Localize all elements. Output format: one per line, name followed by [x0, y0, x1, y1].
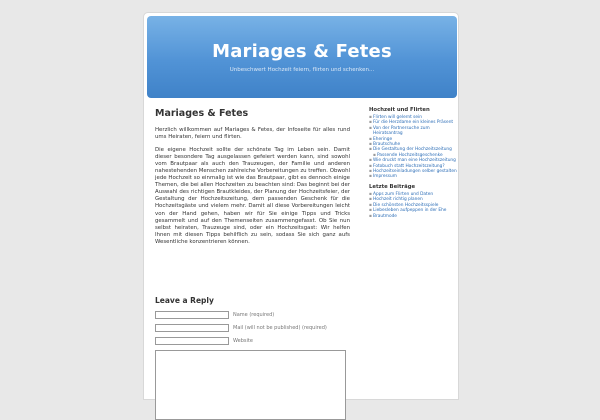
- bullet-icon: ▪: [369, 158, 372, 164]
- sidebar-link[interactable]: [369, 174, 459, 179]
- name-row: [155, 311, 350, 319]
- sidebar-link-label[interactable]: Hochzeit richtig planen: [373, 197, 423, 203]
- bullet-icon: ▪: [369, 142, 372, 148]
- comment-textarea[interactable]: [155, 350, 346, 420]
- bullet-icon: ▪: [373, 152, 376, 158]
- post-body: [155, 127, 350, 246]
- post-paragraph: Herzlich willkommen auf Mariages & Fetes, der Infoseite für alles rund ums Heiraten, feiern und flirten.: [155, 127, 350, 141]
- website-input[interactable]: [155, 337, 229, 345]
- comment-form: [155, 296, 350, 420]
- bullet-icon: ▪: [369, 136, 372, 142]
- main-content: [155, 108, 350, 252]
- mail-input[interactable]: [155, 324, 229, 332]
- sidebar-link-label[interactable]: Apps zum Flirten und Daten: [373, 191, 434, 197]
- reply-title: Leave a Reply: [155, 296, 214, 305]
- bullet-icon: ▪: [369, 147, 372, 153]
- sidebar-link-label[interactable]: Brautschuhe: [373, 142, 401, 148]
- bullet-icon: ▪: [369, 169, 372, 175]
- bullet-icon: ▪: [369, 213, 372, 219]
- website-label: Website: [233, 338, 253, 344]
- sidebar-link-label[interactable]: Liebesleben aufpeppen in der Ehe: [373, 208, 447, 214]
- sidebar-link-label[interactable]: Fotobuch statt Hochzeitszeitung?: [373, 163, 445, 169]
- bullet-icon: ▪: [369, 208, 372, 214]
- page-container: [143, 12, 459, 400]
- post-paragraph: Die eigene Hochzeit sollte der schönste Tag im Leben sein. Damit dieser besondere Tag ausgelassen gefeiert werden kann, sind sowohl vom Brautpaar als auch den Trauzeugen, der Familie und anderen nahestehenden Menschen zahlreiche Vorbereitungen zu treffen. Obwohl jede Hochzeit so einmalig ist wie das Brautpaar, gibt es dennoch einige Themen, die bei allen Hochzeiten zu beachten sind: Das beginnt bei der Auswahl des richtigen Brautkleides, der Planung der Hochzeitsfeier, der Gestaltung der Hochzeitszeitung, dem passenden Geschenk für die Hochzeitsgäste und vielem mehr. Damit all diese Vorbereitungen leicht von der Hand gehen, haben wir für Sie einige Tipps und Tricks gesammelt und auf den Themenseiten zusammengefasst. Ob Sie nun selbst heiraten, Trauzeuge sind, oder ein Hochzeitsgast: Wir helfen Ihnen mit diesen Tipps behilflich zu sein, sodass Sie sich ganz aufs Wesentliche konzentrieren können.: [155, 147, 350, 245]
- name-input[interactable]: [155, 311, 229, 319]
- sidebar-link-label[interactable]: Hochzeitseinladungen selber gestalten: [373, 169, 457, 175]
- bullet-icon: ▪: [369, 125, 372, 131]
- post-title: Mariages & Fetes: [155, 108, 249, 119]
- sidebar-link-label[interactable]: Flirten will gelernt sein: [373, 115, 422, 120]
- mail-label: Mail (will not be published) (required): [233, 325, 327, 331]
- sidebar-link-label[interactable]: Die Gestaltung der Hochzeitszeitung: [373, 147, 452, 153]
- sidebar-link[interactable]: [369, 214, 459, 219]
- sidebar-link-label[interactable]: Passende Hochzeitsgeschenke: [377, 152, 443, 158]
- sidebar-link-label[interactable]: Eheringe: [373, 136, 393, 142]
- bullet-icon: ▪: [369, 120, 372, 126]
- sidebar-link-label[interactable]: Brautmode: [373, 213, 397, 219]
- sidebar-title-hochzeit: Hochzeit und Flirten: [369, 107, 430, 113]
- bullet-icon: ▪: [369, 163, 372, 169]
- bullet-icon: ▪: [369, 191, 372, 197]
- name-label: Name (required): [233, 312, 275, 318]
- bullet-icon: ▪: [369, 115, 372, 120]
- site-description: Unbeschwert Hochzeit feiern, flirten und schenken...: [229, 67, 375, 73]
- sidebar-link[interactable]: [369, 126, 459, 137]
- sidebar-list-hochzeit: [369, 115, 459, 180]
- bullet-icon: ▪: [369, 197, 372, 203]
- sidebar-link-label[interactable]: Die schönsten Hochzeitsspiele: [373, 202, 439, 208]
- sidebar-link-label[interactable]: Wie druckt man eine Hochzeitszeitung: [373, 158, 456, 164]
- sidebar: [369, 107, 459, 223]
- bullet-icon: ▪: [369, 174, 372, 180]
- mail-row: [155, 324, 350, 332]
- site-title-link[interactable]: Mariages & Fetes: [212, 41, 392, 62]
- website-row: [155, 337, 350, 345]
- bullet-icon: ▪: [369, 202, 372, 208]
- site-header: [147, 16, 457, 98]
- sidebar-link-label[interactable]: Von der Partnersuche zum Heiratsantrag: [373, 125, 430, 137]
- sidebar-title-beitraege: Letzte Beiträge: [369, 183, 416, 190]
- sidebar-list-beitraege: [369, 192, 459, 219]
- sidebar-link-label[interactable]: Impressum: [373, 174, 397, 180]
- sidebar-link-label[interactable]: Für die Herzdame ein kleines Präsent: [373, 120, 454, 126]
